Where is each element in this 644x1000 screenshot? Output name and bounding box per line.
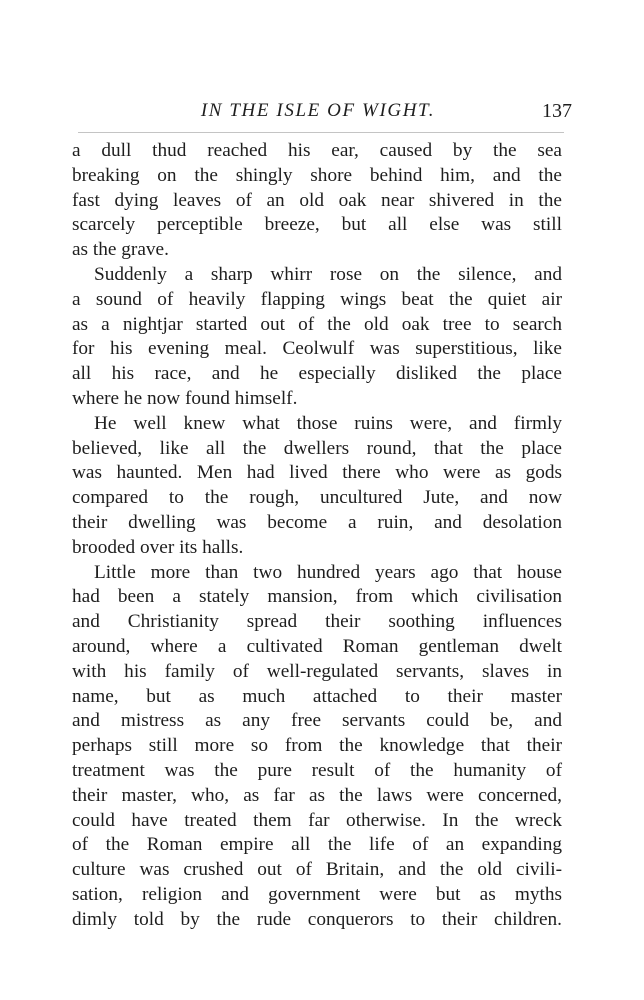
header-rule [78,132,564,133]
paragraph-start-line: Suddenly a sharp whirr rose on the silence, and [94,263,562,285]
text-line: dimly told by the rude conquerors to their children. [72,908,562,930]
text-line: name, but as much attached to their master [72,685,562,707]
text-line: was haunted. Men had lived there who were as gods [72,462,562,484]
text-line: a sound of heavily flapping wings beat the quiet air [72,288,562,310]
paragraph-end-line: as the grave. [72,239,169,261]
text-line: and Christianity spread their soothing influences [72,611,562,633]
paragraph-end-line: where he now found himself. [72,387,298,409]
text-line: compared to the rough, uncultured Jute, and now [72,487,562,509]
text-line: fast dying leaves of an old oak near shivered in the [72,189,562,211]
body-text [72,139,562,933]
text-line: culture was crushed out of Britain, and the old civili- [72,859,562,881]
text-line: had been a stately mansion, from which civilisation [72,586,562,608]
text-line: a dull thud reached his ear, caused by the sea [72,140,562,161]
text-line: breaking on the shingly shore behind him, and the [72,164,562,186]
text-line: perhaps still more so from the knowledge that their [72,735,562,757]
running-title: IN THE ISLE OF WIGHT. [200,100,436,121]
text-line: of the Roman empire all the life of an expanding [72,834,562,856]
text-line: all his race, and he especially disliked the place [72,363,562,385]
text-line: with his family of well-regulated servants, slaves in [72,660,562,682]
text-line: treatment was the pure result of the humanity of [72,759,562,781]
text-line: for his evening meal. Ceolwulf was superstitious, like [72,338,562,360]
text-line: believed, like all the dwellers round, that the place [72,437,562,459]
text-line: as a nightjar started out of the old oak tree to search [72,313,562,335]
paragraph-start-line: Little more than two hundred years ago that house [94,561,562,583]
text-line: scarcely perceptible breeze, but all else was still [72,214,562,236]
running-head [72,96,572,126]
paragraph-start-line: He well knew what those ruins were, and firmly [94,412,562,434]
paragraph-end-line: brooded over its halls. [72,536,244,558]
text-line: around, where a cultivated Roman gentleman dwelt [72,635,562,657]
text-line: and mistress as any free servants could be, and [72,710,562,732]
text-line: their dwelling was become a ruin, and desolation [72,511,562,533]
text-line: their master, who, as far as the laws were concerned, [72,784,562,806]
page-number: 137 [542,100,572,122]
text-line: sation, religion and government were but as myths [72,883,562,905]
text-line: could have treated them far otherwise. In the wreck [72,809,562,831]
